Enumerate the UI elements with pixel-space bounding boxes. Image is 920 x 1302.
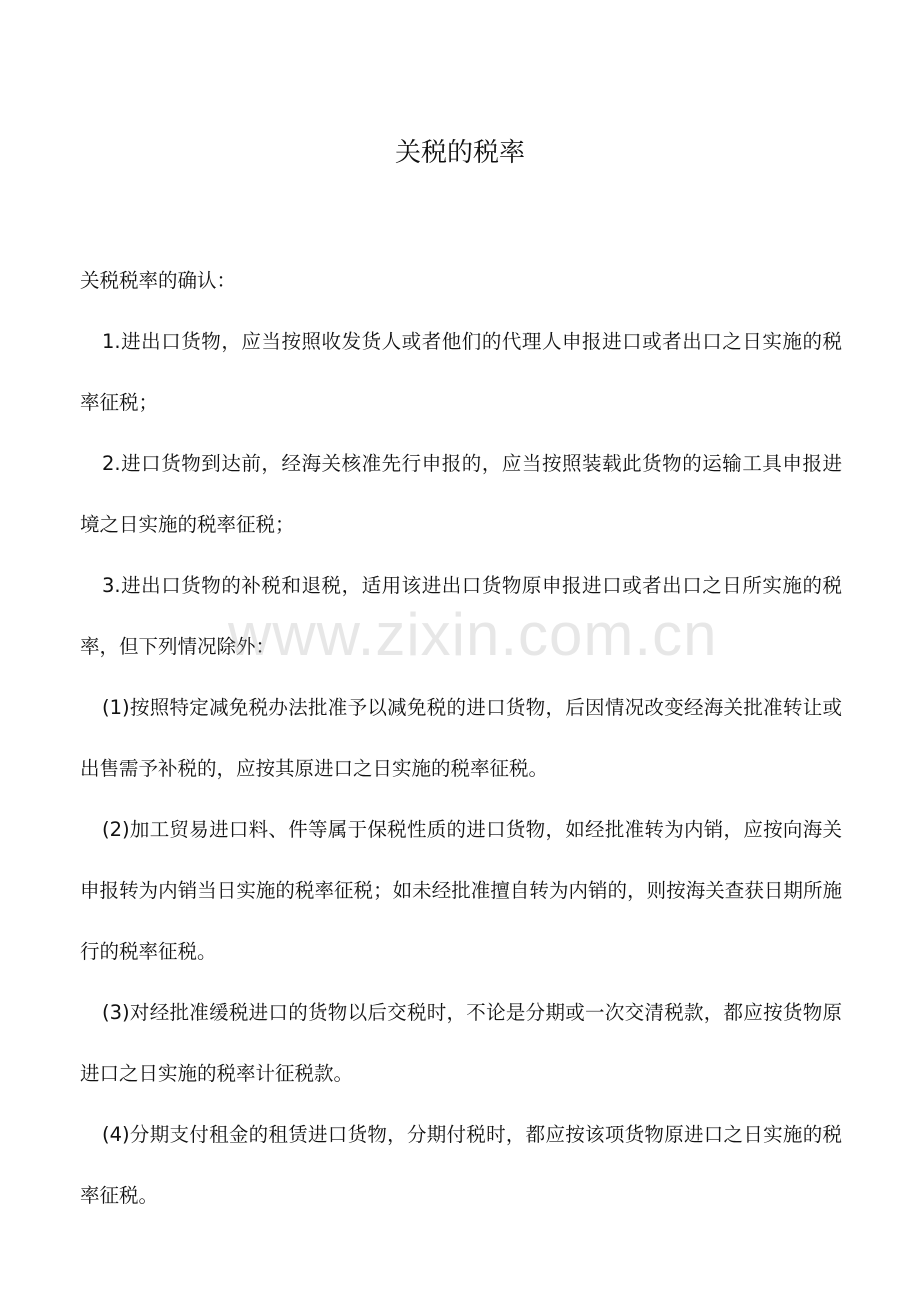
paragraph-item-3: 3.进出口货物的补税和退税，适用该进出口货物原申报进口或者出口之日所实施的税率，但下列情况除外：: [80, 574, 842, 658]
paragraph-intro: 关税税率的确认：: [80, 269, 237, 292]
watermark: www.zixin.com.cn: [228, 601, 718, 668]
paragraph-subitem-1: (1)按照特定减免税办法批准予以减免税的进口货物，后因情况改变经海关批准转让或出售需予补税的，应按其原进口之日实施的税率征税。: [80, 696, 842, 780]
document-title: 关税的税率: [394, 138, 525, 169]
paragraph-subitem-2: (2)加工贸易进口料、件等属于保税性质的进口货物，如经批准转为内销，应按向海关申报转为内销当日实施的税率征税；如未经批准擅自转为内销的，则按海关查获日期所施行的税率征税。: [80, 818, 842, 963]
paragraph-item-2: 2.进口货物到达前，经海关核准先行申报的，应当按照装载此货物的运输工具申报进境之日实施的税率征税；: [80, 452, 842, 536]
paragraph-subitem-4: (4)分期支付租金的租赁进口货物，分期付税时，都应按该项货物原进口之日实施的税率征税。: [80, 1123, 842, 1207]
document-body: [80, 250, 842, 1226]
paragraph-item-1: 1.进出口货物，应当按照收发货人或者他们的代理人申报进口或者出口之日实施的税率征税；: [80, 330, 842, 414]
paragraph-subitem-3: (3)对经批准缓税进口的货物以后交税时，不论是分期或一次交清税款，都应按货物原进口之日实施的税率计征税款。: [80, 1001, 842, 1085]
